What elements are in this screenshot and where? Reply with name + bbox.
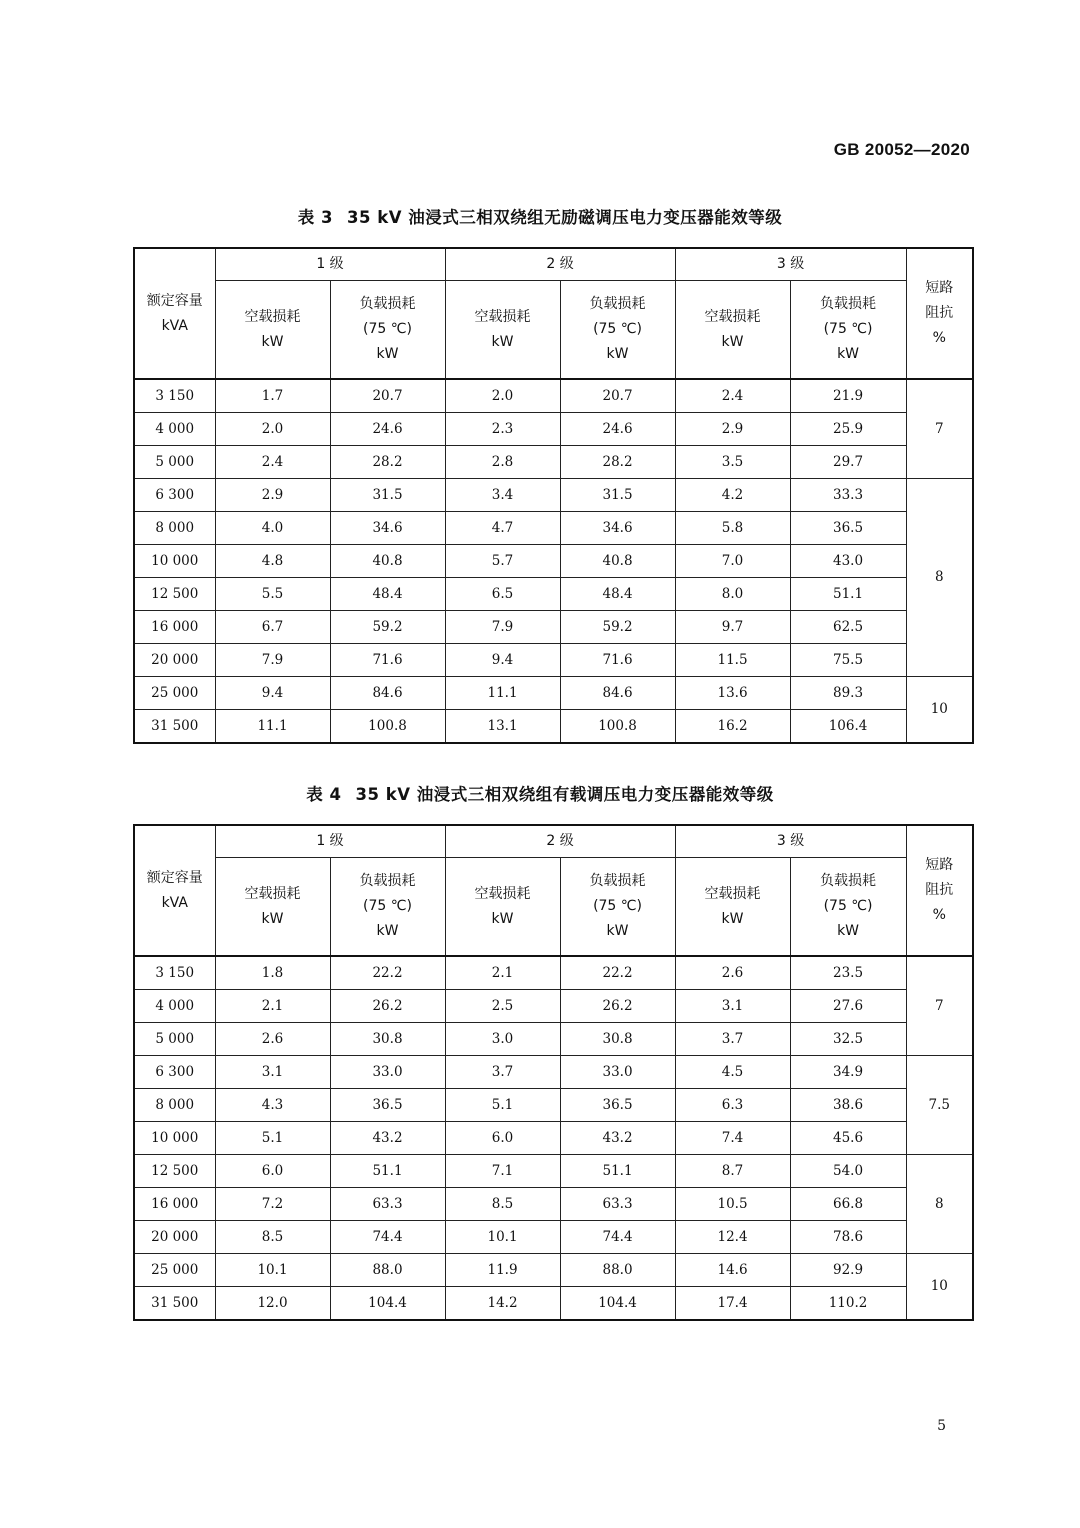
value-cell: 43.2 [330,1122,445,1155]
value-cell: 88.0 [330,1254,445,1287]
no-load-loss-label-line: 空载损耗 [704,885,761,902]
value-cell: 29.7 [790,446,906,479]
capacity-cell: 5 000 [134,446,215,479]
value-cell: 5.8 [675,512,790,545]
load-loss-label-line: 负载损耗 [820,873,877,889]
value-cell: 2.8 [445,446,560,479]
value-cell: 33.3 [790,479,906,512]
table-row [134,545,973,578]
value-cell: 2.0 [215,413,330,446]
value-cell: 11.1 [215,710,330,744]
table-4-title: 35 kV 油浸式三相双绕组有载调压电力变压器能效等级 [355,785,774,804]
value-cell: 100.8 [560,710,675,744]
value-cell: 33.0 [560,1056,675,1089]
value-cell: 100.8 [330,710,445,744]
load-loss-label-line: 负载损耗 [820,296,877,312]
value-cell: 8.0 [675,578,790,611]
value-cell: 54.0 [790,1155,906,1188]
table-row [134,446,973,479]
value-cell: 20.7 [330,379,445,413]
value-cell: 74.4 [560,1221,675,1254]
table-3-number: 表 3 [297,208,334,227]
header-grade-row [134,825,973,858]
no-load-loss-header [445,858,560,957]
value-cell: 33.0 [330,1056,445,1089]
no-load-loss-label-line: kW [491,333,514,350]
load-loss-label-line: 负载损耗 [589,296,646,312]
value-cell: 92.9 [790,1254,906,1287]
value-cell: 104.4 [330,1287,445,1321]
value-cell: 6.0 [215,1155,330,1188]
value-cell: 9.7 [675,611,790,644]
capacity-cell: 25 000 [134,677,215,710]
value-cell: 3.7 [445,1056,560,1089]
value-cell: 34.6 [330,512,445,545]
table-3-caption [0,204,1080,228]
value-cell: 14.6 [675,1254,790,1287]
table-row [134,1056,973,1089]
load-loss-label-line: (75 ℃) [363,321,412,337]
no-load-loss-label-line: kW [491,910,514,927]
capacity-cell: 3 150 [134,956,215,990]
capacity-cell: 20 000 [134,644,215,677]
value-cell: 2.9 [215,479,330,512]
value-cell: 104.4 [560,1287,675,1321]
value-cell: 12.0 [215,1287,330,1321]
impedance-cell: 7.5 [906,1056,973,1155]
value-cell: 10.5 [675,1188,790,1221]
value-cell: 31.5 [560,479,675,512]
value-cell: 30.8 [560,1023,675,1056]
value-cell: 89.3 [790,677,906,710]
standard-number: GB 20052—2020 [833,140,970,159]
value-cell: 78.6 [790,1221,906,1254]
load-loss-label-line: 负载损耗 [359,296,416,312]
value-cell: 28.2 [560,446,675,479]
value-cell: 5.1 [445,1089,560,1122]
impedance-header [906,248,973,379]
value-cell: 40.8 [560,545,675,578]
impedance-label-line: 短路 [925,857,954,873]
capacity-cell: 31 500 [134,710,215,744]
value-cell: 38.6 [790,1089,906,1122]
capacity-cell: 4 000 [134,990,215,1023]
table-row [134,512,973,545]
value-cell: 3.4 [445,479,560,512]
capacity-cell: 16 000 [134,611,215,644]
value-cell: 2.5 [445,990,560,1023]
load-loss-label-line: (75 ℃) [823,898,873,914]
value-cell: 4.3 [215,1089,330,1122]
no-load-loss-label-line: 空载损耗 [244,308,301,325]
header-sub-row [134,858,973,957]
table-4-number: 表 4 [306,785,342,804]
value-cell: 3.7 [675,1023,790,1056]
value-cell: 3.1 [215,1056,330,1089]
impedance-cell: 10 [906,1254,973,1321]
value-cell: 34.9 [790,1056,906,1089]
capacity-cell: 4 000 [134,413,215,446]
rated-capacity-label-line: 额定容量 [146,292,203,309]
value-cell: 9.4 [215,677,330,710]
value-cell: 34.6 [560,512,675,545]
value-cell: 21.9 [790,379,906,413]
value-cell: 7.9 [445,611,560,644]
value-cell: 5.7 [445,545,560,578]
value-cell: 20.7 [560,379,675,413]
value-cell: 66.8 [790,1188,906,1221]
value-cell: 4.5 [675,1056,790,1089]
value-cell: 8.5 [215,1221,330,1254]
table-row [134,379,973,413]
load-loss-header [790,858,906,957]
impedance-label-line: % [932,907,946,923]
load-loss-label-line: kW [606,923,629,939]
value-cell: 12.4 [675,1221,790,1254]
value-cell: 45.6 [790,1122,906,1155]
value-cell: 7.1 [445,1155,560,1188]
capacity-cell: 12 500 [134,578,215,611]
load-loss-label-line: 负载损耗 [589,873,646,889]
value-cell: 17.4 [675,1287,790,1321]
table-row [134,956,973,990]
value-cell: 25.9 [790,413,906,446]
value-cell: 10.1 [215,1254,330,1287]
rated-capacity-label-line: 额定容量 [146,869,203,886]
no-load-loss-header [215,281,330,380]
no-load-loss-header [445,281,560,380]
value-cell: 8.7 [675,1155,790,1188]
table-row [134,990,973,1023]
value-cell: 2.3 [445,413,560,446]
value-cell: 84.6 [560,677,675,710]
capacity-cell: 8 000 [134,512,215,545]
value-cell: 6.3 [675,1089,790,1122]
load-loss-label-line: (75 ℃) [593,898,642,914]
capacity-cell: 12 500 [134,1155,215,1188]
value-cell: 11.5 [675,644,790,677]
grade-2-header: 2 级 [445,248,675,281]
no-load-loss-header [675,281,790,380]
grade-1-header: 1 级 [215,825,445,858]
value-cell: 2.0 [445,379,560,413]
load-loss-header [560,281,675,380]
value-cell: 51.1 [790,578,906,611]
value-cell: 13.1 [445,710,560,744]
value-cell: 1.8 [215,956,330,990]
page-number: 5 [937,1418,946,1434]
value-cell: 36.5 [330,1089,445,1122]
value-cell: 1.7 [215,379,330,413]
capacity-cell: 6 300 [134,479,215,512]
load-loss-label-line: kW [837,346,860,362]
value-cell: 22.2 [560,956,675,990]
no-load-loss-label-line: kW [721,910,744,927]
value-cell: 48.4 [330,578,445,611]
rated-capacity-label-line: kVA [161,317,188,334]
value-cell: 2.1 [445,956,560,990]
rated-capacity-label-line: kVA [161,894,188,911]
impedance-cell: 8 [906,1155,973,1254]
value-cell: 40.8 [330,545,445,578]
value-cell: 11.1 [445,677,560,710]
value-cell: 13.6 [675,677,790,710]
value-cell: 32.5 [790,1023,906,1056]
value-cell: 43.2 [560,1122,675,1155]
value-cell: 2.1 [215,990,330,1023]
value-cell: 22.2 [330,956,445,990]
value-cell: 88.0 [560,1254,675,1287]
value-cell: 26.2 [560,990,675,1023]
load-loss-header [330,281,445,380]
load-loss-label-line: 负载损耗 [359,873,416,889]
capacity-cell: 5 000 [134,1023,215,1056]
capacity-cell: 10 000 [134,1122,215,1155]
table-3-title: 35 kV 油浸式三相双绕组无励磁调压电力变压器能效等级 [347,208,783,227]
impedance-cell: 7 [906,956,973,1056]
no-load-loss-label-line: kW [261,910,284,927]
table-row [134,1122,973,1155]
no-load-loss-header [215,858,330,957]
value-cell: 43.0 [790,545,906,578]
value-cell: 84.6 [330,677,445,710]
impedance-label-line: 阻抗 [925,882,954,898]
value-cell: 110.2 [790,1287,906,1321]
value-cell: 26.2 [330,990,445,1023]
capacity-cell: 10 000 [134,545,215,578]
value-cell: 2.4 [675,379,790,413]
table-row [134,1023,973,1056]
no-load-loss-label-line: kW [261,333,284,350]
impedance-header [906,825,973,956]
capacity-cell: 31 500 [134,1287,215,1321]
table-row [134,1188,973,1221]
value-cell: 36.5 [560,1089,675,1122]
grade-3-header: 3 级 [675,248,906,281]
value-cell: 6.0 [445,1122,560,1155]
value-cell: 7.9 [215,644,330,677]
impedance-cell: 8 [906,479,973,677]
impedance-label-line: 阻抗 [925,305,954,321]
no-load-loss-label-line: 空载损耗 [474,885,531,902]
table-4-caption [0,781,1080,805]
value-cell: 23.5 [790,956,906,990]
value-cell: 5.1 [215,1122,330,1155]
capacity-cell: 6 300 [134,1056,215,1089]
value-cell: 6.7 [215,611,330,644]
rated-capacity-header [134,248,215,379]
table-row [134,677,973,710]
value-cell: 71.6 [560,644,675,677]
load-loss-label-line: kW [376,923,399,939]
capacity-cell: 20 000 [134,1221,215,1254]
value-cell: 6.5 [445,578,560,611]
no-load-loss-label-line: 空载损耗 [244,885,301,902]
impedance-cell: 10 [906,677,973,744]
value-cell: 9.4 [445,644,560,677]
value-cell: 30.8 [330,1023,445,1056]
value-cell: 62.5 [790,611,906,644]
capacity-cell: 25 000 [134,1254,215,1287]
no-load-loss-label-line: kW [721,333,744,350]
value-cell: 4.7 [445,512,560,545]
load-loss-header [560,858,675,957]
value-cell: 3.5 [675,446,790,479]
value-cell: 7.0 [675,545,790,578]
load-loss-header [790,281,906,380]
value-cell: 4.8 [215,545,330,578]
table-row [134,413,973,446]
value-cell: 3.1 [675,990,790,1023]
value-cell: 8.5 [445,1188,560,1221]
capacity-cell: 8 000 [134,1089,215,1122]
value-cell: 27.6 [790,990,906,1023]
table-row [134,1089,973,1122]
no-load-loss-label-line: 空载损耗 [474,308,531,325]
value-cell: 74.4 [330,1221,445,1254]
value-cell: 2.9 [675,413,790,446]
impedance-label-line: 短路 [925,280,954,296]
value-cell: 14.2 [445,1287,560,1321]
value-cell: 11.9 [445,1254,560,1287]
value-cell: 51.1 [560,1155,675,1188]
value-cell: 59.2 [560,611,675,644]
capacity-cell: 3 150 [134,379,215,413]
header-grade-row [134,248,973,281]
value-cell: 2.6 [215,1023,330,1056]
no-load-loss-label-line: 空载损耗 [704,308,761,325]
grade-2-header: 2 级 [445,825,675,858]
value-cell: 2.6 [675,956,790,990]
capacity-cell: 16 000 [134,1188,215,1221]
table-row [134,1221,973,1254]
value-cell: 7.4 [675,1122,790,1155]
load-loss-label-line: kW [837,923,860,939]
rated-capacity-header [134,825,215,956]
table-row [134,644,973,677]
value-cell: 75.5 [790,644,906,677]
value-cell: 3.0 [445,1023,560,1056]
table-4 [133,824,974,1321]
value-cell: 10.1 [445,1221,560,1254]
impedance-cell: 7 [906,379,973,479]
value-cell: 31.5 [330,479,445,512]
value-cell: 106.4 [790,710,906,744]
impedance-label-line: % [932,330,946,346]
value-cell: 5.5 [215,578,330,611]
value-cell: 59.2 [330,611,445,644]
table-row [134,479,973,512]
table-row [134,611,973,644]
table-3 [133,247,974,744]
value-cell: 63.3 [560,1188,675,1221]
table-row [134,1254,973,1287]
value-cell: 2.4 [215,446,330,479]
table-row [134,578,973,611]
load-loss-label-line: (75 ℃) [823,321,873,337]
load-loss-header [330,858,445,957]
grade-1-header: 1 级 [215,248,445,281]
header-sub-row [134,281,973,380]
value-cell: 4.2 [675,479,790,512]
value-cell: 63.3 [330,1188,445,1221]
value-cell: 24.6 [560,413,675,446]
table-row [134,1155,973,1188]
value-cell: 4.0 [215,512,330,545]
value-cell: 7.2 [215,1188,330,1221]
value-cell: 24.6 [330,413,445,446]
load-loss-label-line: (75 ℃) [593,321,642,337]
load-loss-label-line: (75 ℃) [363,898,412,914]
value-cell: 71.6 [330,644,445,677]
table-row [134,710,973,744]
value-cell: 28.2 [330,446,445,479]
load-loss-label-line: kW [376,346,399,362]
value-cell: 16.2 [675,710,790,744]
grade-3-header: 3 级 [675,825,906,858]
value-cell: 48.4 [560,578,675,611]
value-cell: 51.1 [330,1155,445,1188]
table-row [134,1287,973,1321]
load-loss-label-line: kW [606,346,629,362]
no-load-loss-header [675,858,790,957]
value-cell: 36.5 [790,512,906,545]
